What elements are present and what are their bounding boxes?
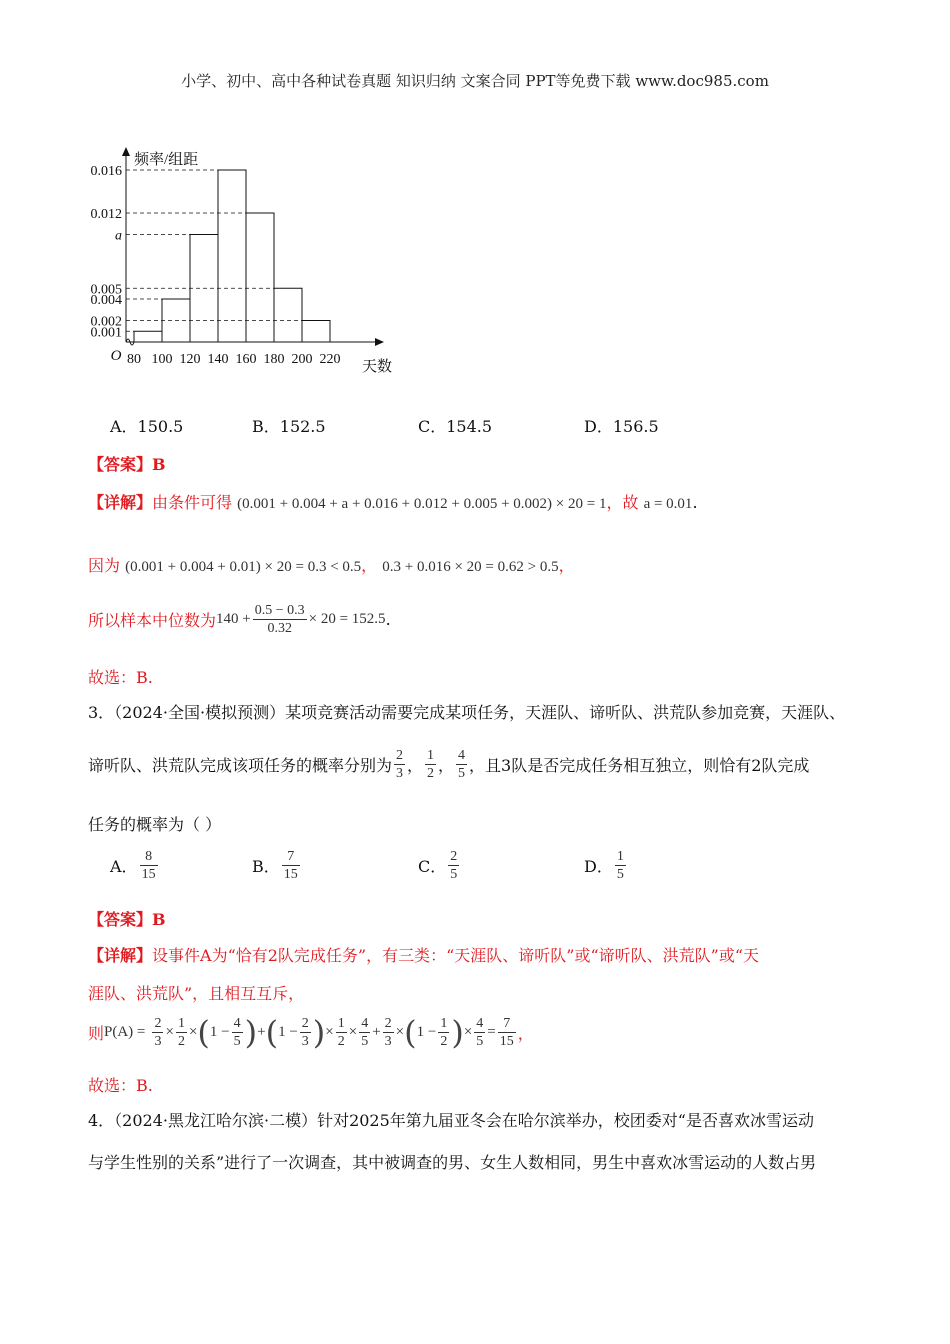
- median-den: 0.32: [267, 621, 292, 636]
- q4-stem-line2: 与学生性别的关系”进行了一次调查，其中被调查的男、女生人数相同，男生中喜欢冰雪运动的人数占男: [88, 1153, 817, 1172]
- x-tick-label: 80: [127, 352, 141, 367]
- n: 4: [476, 1016, 484, 1031]
- median-b: × 20 = 152.5: [308, 611, 386, 627]
- op: ×: [325, 1024, 334, 1040]
- q4-stem-line1: 4．（2024·黑龙江哈尔滨·二模）针对2025年第九届亚冬会在哈尔滨举办，校团委对“是否喜欢冰雪运动: [88, 1111, 814, 1130]
- y-tick-label: 0.002: [90, 314, 122, 330]
- prob-den: 3: [396, 766, 404, 781]
- x-tick-label: 100: [151, 352, 173, 367]
- n: 4: [233, 1016, 241, 1031]
- q3-stem-line1: 3．（2024·全国·模拟预测）某项竞赛活动需要完成某项任务，天涯队、谛听队、洪荒队参加竞赛，天涯队、: [88, 703, 846, 722]
- q2-detail-line1: [88, 490, 698, 513]
- histogram-bar: [302, 321, 330, 343]
- prob-tianya: [394, 747, 405, 782]
- option-label: C．: [418, 857, 447, 876]
- x-tick-label: 120: [179, 352, 201, 367]
- frac-den: 15: [141, 867, 156, 882]
- detail-tag: 【详解】: [88, 946, 153, 965]
- x-axis-arrow: [375, 338, 384, 346]
- detail-mid: ，故: [606, 493, 639, 512]
- x-tick-label: 180: [263, 352, 285, 367]
- q3-conclusion: 故选：B.: [88, 1076, 153, 1095]
- frac-den: 5: [616, 867, 624, 882]
- y-tick-label: 0.004: [90, 293, 122, 308]
- op: ×: [165, 1024, 174, 1040]
- comma: ，: [438, 756, 455, 775]
- origin-label: O: [110, 348, 122, 364]
- d: 5: [476, 1034, 484, 1049]
- histogram-bar: [274, 288, 302, 342]
- paren: (: [197, 1013, 210, 1052]
- prob-num: 1: [427, 748, 435, 763]
- median-fraction: [253, 602, 307, 637]
- frac-den: 15: [283, 867, 298, 882]
- option-fraction: [140, 848, 158, 883]
- n: 2: [301, 1016, 309, 1031]
- q3-option-a[interactable]: [110, 848, 160, 883]
- formula-cumulative: (0.001 + 0.004 + 0.01) × 20 = 0.3 < 0.5: [125, 559, 362, 575]
- paren: (: [265, 1013, 279, 1052]
- op: ×: [348, 1024, 358, 1040]
- op: +: [257, 1024, 266, 1040]
- q2-option-d[interactable]: D．156.5: [584, 417, 659, 436]
- pa-label: P(A) =: [104, 1024, 146, 1040]
- paren: ): [312, 1013, 326, 1052]
- x-tick-label: 160: [235, 352, 257, 367]
- detail2-sep: ，: [361, 556, 378, 575]
- y-tick-label: 0.012: [90, 207, 122, 222]
- d: 3: [154, 1034, 162, 1049]
- frac-num: 7: [282, 848, 300, 866]
- n: 1: [337, 1016, 345, 1031]
- op: ×: [395, 1024, 405, 1040]
- detail3-prefix: 所以样本中位数为: [88, 611, 217, 630]
- q3-stem-line2: [88, 747, 809, 782]
- option-fraction: [615, 848, 626, 883]
- op: 1 −: [416, 1024, 437, 1040]
- q3-stem2-suffix: ，且3队是否完成任务相互独立，则恰有2队完成: [469, 756, 810, 775]
- option-label: A．: [110, 857, 138, 876]
- d: 15: [499, 1034, 514, 1049]
- detail2-prefix: 因为: [88, 556, 121, 575]
- q2-option-b[interactable]: B．152.5: [252, 417, 326, 436]
- q3-option-d[interactable]: [584, 848, 628, 883]
- paren: ): [244, 1013, 258, 1052]
- page-header: 小学、初中、高中各种试卷真题 知识归纳 文案合同 PPT等免费下载 www.doc985.com: [181, 72, 769, 90]
- comma: ，: [407, 756, 424, 775]
- y-tick-label: a: [115, 228, 122, 244]
- histogram-bar: [134, 331, 162, 342]
- x-axis-title: 天数: [362, 359, 393, 375]
- q3-detail-line1: [88, 943, 759, 966]
- d: 3: [301, 1034, 309, 1049]
- op: 1 −: [278, 1024, 298, 1040]
- x-tick-label: 140: [207, 352, 229, 367]
- q2-detail-line3: [88, 602, 391, 637]
- n: 7: [498, 1015, 516, 1033]
- histogram-chart: [80, 140, 420, 380]
- x-tick-label: 200: [291, 352, 313, 367]
- d: 2: [440, 1034, 448, 1049]
- histogram-bar: [218, 170, 246, 342]
- q3-stem2-prefix: 谛听队、洪荒队完成该项任务的概率分别为: [88, 756, 393, 775]
- option-fraction: [448, 848, 459, 883]
- q2-conclusion: 故选：B.: [88, 668, 153, 687]
- paren: (: [404, 1013, 417, 1052]
- d: 5: [233, 1034, 241, 1049]
- frac-num: 2: [450, 849, 458, 864]
- formula-cumulative2: 0.3 + 0.016 × 20 = 0.62 > 0.5: [382, 559, 559, 575]
- answer-tag: 【答案】: [88, 910, 153, 929]
- prob-den: 5: [458, 766, 466, 781]
- detail2-end: ，: [558, 556, 575, 575]
- detail-tag: 【详解】: [88, 493, 153, 512]
- n: 4: [361, 1016, 369, 1031]
- n: 1: [440, 1016, 448, 1031]
- d: 5: [361, 1034, 369, 1049]
- paren: ): [451, 1013, 464, 1052]
- formula-a: a = 0.01: [643, 496, 693, 512]
- answer-tag: 【答案】: [88, 455, 153, 474]
- q2-answer-line: [88, 452, 166, 475]
- prob-den: 2: [427, 766, 435, 781]
- tail: ，: [517, 1024, 534, 1043]
- n: 1: [177, 1016, 185, 1031]
- prob-diting: [425, 747, 436, 782]
- y-tick-label: 0.016: [90, 164, 122, 179]
- y-tick-label: 0.001: [90, 325, 122, 341]
- q3-option-c[interactable]: [418, 848, 461, 883]
- then-word: 则: [88, 1024, 105, 1043]
- y-tick-label: 0.005: [90, 282, 122, 298]
- op: +: [372, 1024, 381, 1040]
- option-label: B．: [252, 857, 280, 876]
- answer-value: B: [152, 910, 166, 929]
- detail-end: .: [692, 493, 698, 512]
- op: 1 −: [209, 1024, 230, 1040]
- q2-detail-line2: [88, 553, 575, 576]
- prob-honghuang: [456, 747, 467, 782]
- median-a: 140 +: [216, 611, 251, 627]
- answer-value: B: [152, 455, 166, 474]
- d: 2: [177, 1034, 185, 1049]
- prob-num: 4: [458, 748, 466, 763]
- q3-detail-line2: 涯队、洪荒队”，且相互互斥，: [88, 984, 305, 1003]
- histogram-bar: [246, 213, 274, 342]
- n: 2: [154, 1016, 162, 1031]
- q2-option-c[interactable]: C．154.5: [418, 417, 493, 436]
- q3-option-b[interactable]: [252, 848, 302, 883]
- frac-num: 8: [140, 848, 158, 866]
- detail3-end: .: [385, 610, 391, 629]
- frac-den: 5: [450, 867, 458, 882]
- detail-text: 设事件A为“恰有2队完成任务”，有三类：“天涯队、谛听队”或“谛听队、洪荒队”或“天: [152, 946, 760, 965]
- option-label: D．: [584, 857, 613, 876]
- op: =: [487, 1024, 496, 1040]
- option-fraction: [282, 848, 300, 883]
- detail-prefix: 由条件可得: [152, 493, 233, 512]
- q3-stem-line3: 任务的概率为（ ）: [88, 815, 222, 834]
- frac-num: 1: [616, 849, 624, 864]
- q2-option-a[interactable]: A．150.5: [110, 417, 184, 436]
- y-axis-title: 频率/组距: [134, 152, 199, 168]
- x-tick-label: 220: [319, 352, 341, 367]
- q3-answer-line: [88, 907, 166, 930]
- op: ×: [463, 1024, 473, 1040]
- op: ×: [188, 1024, 198, 1040]
- d: 3: [384, 1034, 392, 1049]
- n: 2: [384, 1016, 392, 1031]
- formula-sum: (0.001 + 0.004 + a + 0.016 + 0.012 + 0.005 + 0.002) × 20 = 1: [237, 496, 607, 512]
- d: 2: [337, 1034, 345, 1049]
- y-axis-arrow: [122, 147, 130, 156]
- q3-probability-formula: [88, 1015, 534, 1050]
- median-num: 0.5 − 0.3: [254, 603, 305, 618]
- prob-num: 2: [396, 748, 404, 763]
